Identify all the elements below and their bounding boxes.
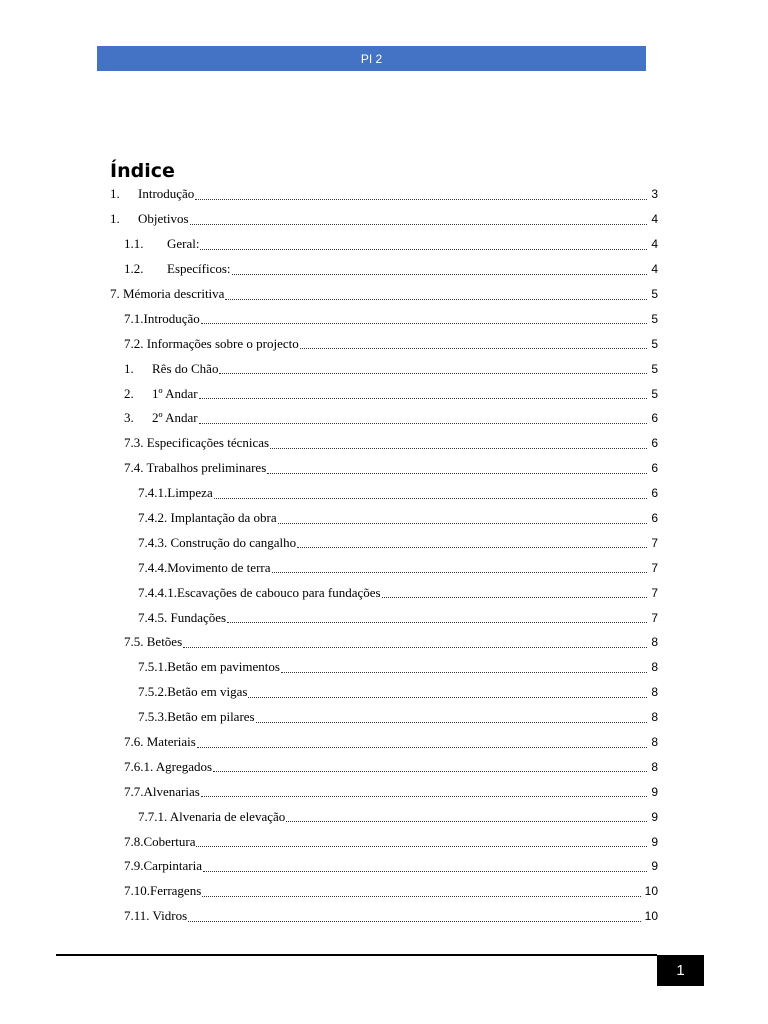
- dot-leader: [188, 921, 641, 922]
- toc-entry-introducao[interactable]: [110, 182, 658, 207]
- toc-entry-objetivos[interactable]: [110, 207, 658, 232]
- toc-entry-label: 7.6.1. Agregados: [124, 758, 213, 774]
- toc-entry-page: 7: [651, 560, 658, 575]
- toc-entry-res-do-chao[interactable]: [110, 356, 658, 381]
- toc-entry-7-4-4-1[interactable]: [110, 580, 658, 605]
- footer-divider: [56, 954, 657, 956]
- toc-entry-7-5-2[interactable]: [110, 680, 658, 705]
- toc-entry-7-4-2[interactable]: [110, 506, 658, 531]
- toc-entry-label: 7.4.1.Limpeza: [138, 485, 213, 501]
- toc-entry-label: 7.1.Introdução: [124, 310, 200, 326]
- dot-leader: [200, 249, 647, 250]
- toc-entry-page: 9: [651, 784, 658, 799]
- toc-entry-page: 8: [651, 759, 658, 774]
- toc-entry-label: 7.11. Vidros: [124, 908, 188, 924]
- header-title: PI 2: [360, 51, 383, 66]
- toc-entry-label: 7.9.Carpintaria: [124, 858, 202, 874]
- toc-entry-geral[interactable]: [110, 232, 658, 257]
- toc-entry-label: 7.7.Alvenarias: [124, 783, 200, 799]
- toc-entry-label: 7.8.Cobertura: [124, 833, 196, 849]
- toc-entry-label: 2º Andar: [152, 410, 198, 426]
- toc-entry-number: 1.: [124, 360, 134, 376]
- dot-leader: [203, 871, 647, 872]
- toc-entry-page: 8: [651, 685, 658, 700]
- toc-entry-page: 5: [651, 386, 658, 401]
- toc-entry-page: 4: [651, 237, 658, 252]
- toc-entry-page: 7: [651, 610, 658, 625]
- dot-leader: [300, 348, 647, 349]
- toc-entry-label: 7.5. Betões: [124, 634, 183, 650]
- toc-entry-page: 8: [651, 635, 658, 650]
- toc-entry-7-2[interactable]: [110, 331, 658, 356]
- dot-leader: [199, 398, 647, 399]
- toc-entry-7-4-3[interactable]: [110, 530, 658, 555]
- toc-entry-page: 4: [651, 212, 658, 227]
- toc-entry-page: 10: [644, 909, 658, 924]
- toc-entry-7-11[interactable]: [110, 904, 658, 929]
- toc-entry-page: 6: [651, 461, 658, 476]
- toc-entry-especificos[interactable]: [110, 257, 658, 282]
- toc-entry-label: 7.4.2. Implantação da obra: [138, 510, 277, 526]
- toc-entry-7-5-3[interactable]: [110, 705, 658, 730]
- toc-entry-1-andar[interactable]: [110, 381, 658, 406]
- toc-entry-number: 2.: [124, 385, 134, 401]
- toc-entry-label: 7.4.4.Movimento de terra: [138, 559, 271, 575]
- toc-entry-7-7[interactable]: [110, 779, 658, 804]
- dot-leader: [201, 796, 647, 797]
- toc-entry-page: 7: [651, 535, 658, 550]
- toc-entry-page: 9: [651, 809, 658, 824]
- dot-leader: [227, 622, 647, 623]
- toc-entry-7-6-1[interactable]: [110, 754, 658, 779]
- dot-leader: [197, 747, 647, 748]
- toc-entry-7-4-5[interactable]: [110, 605, 658, 630]
- toc-entry-page: 7: [651, 585, 658, 600]
- toc-entry-page: 10: [644, 884, 658, 899]
- toc-entry-label: Objetivos: [138, 211, 189, 227]
- dot-leader: [202, 896, 641, 897]
- toc-entry-label: 7.2. Informações sobre o projecto: [124, 335, 299, 351]
- toc-entry-label: 7.6. Materiais: [124, 734, 196, 750]
- dot-leader: [219, 373, 647, 374]
- toc-entry-label: 7.5.2.Betão em vigas: [138, 684, 248, 700]
- page-number: 1: [676, 962, 685, 979]
- dot-leader: [213, 771, 647, 772]
- toc-entry-label: 7. Mémoria descritiva: [110, 286, 225, 301]
- toc-entry-page: 5: [651, 287, 658, 301]
- dot-leader: [278, 523, 647, 524]
- toc-entry-label: 7.4.3. Construção do cangalho: [138, 534, 297, 550]
- toc-entry-label: Específicos:: [167, 261, 231, 277]
- dot-leader: [201, 323, 647, 324]
- dot-leader: [382, 597, 647, 598]
- toc-entry-7-10[interactable]: [110, 879, 658, 904]
- toc-entry-7-5[interactable]: [110, 630, 658, 655]
- dot-leader: [270, 448, 647, 449]
- toc-entry-label: Introdução: [138, 186, 195, 202]
- toc-entry-label: 7.4.4.1.Escavações de cabouco para fundações: [138, 584, 381, 600]
- dot-leader: [196, 846, 647, 847]
- toc-entry-page: 6: [651, 486, 658, 501]
- toc-entry-7-5-1[interactable]: [110, 655, 658, 680]
- dot-leader: [286, 821, 647, 822]
- toc-entry-page: 6: [651, 411, 658, 426]
- toc-entry-number: 1.2.: [124, 261, 144, 277]
- toc-entry-number: 3.: [124, 410, 134, 426]
- toc-entry-label: 7.5.1.Betão em pavimentos: [138, 659, 280, 675]
- toc-entry-7-9[interactable]: [110, 854, 658, 879]
- dot-leader: [272, 572, 648, 573]
- toc-entry-page: 5: [651, 361, 658, 376]
- toc-entry-2-andar[interactable]: [110, 406, 658, 431]
- toc-entry-page: 3: [651, 187, 658, 202]
- toc-entry-page: 9: [651, 834, 658, 849]
- dot-leader: [183, 647, 647, 648]
- dot-leader: [225, 299, 647, 300]
- toc-entry-page: 8: [651, 660, 658, 675]
- toc-entry-7-4-4[interactable]: [110, 555, 658, 580]
- toc-entry-label: 1º Andar: [152, 385, 198, 401]
- dot-leader: [248, 697, 647, 698]
- toc-entry-label: Geral:: [167, 236, 200, 252]
- toc-entry-number: 1.: [110, 186, 120, 202]
- dot-leader: [256, 722, 647, 723]
- toc-entry-7-8[interactable]: [110, 829, 658, 854]
- toc-entry-page: 8: [651, 710, 658, 725]
- toc-entry-page: 5: [651, 311, 658, 326]
- toc-entry-page: 6: [651, 511, 658, 526]
- toc-entry-label: Rês do Chão: [152, 360, 219, 376]
- toc-entry-number: 1.: [110, 211, 120, 227]
- toc-entry-7-7-1[interactable]: [110, 804, 658, 829]
- dot-leader: [232, 274, 647, 275]
- toc-entry-page: 4: [651, 262, 658, 277]
- toc-entry-page: 8: [651, 735, 658, 750]
- dot-leader: [195, 199, 647, 200]
- dot-leader: [214, 498, 647, 499]
- table-of-contents: [110, 182, 658, 929]
- toc-entry-number: 1.1.: [124, 236, 144, 252]
- dot-leader: [190, 224, 647, 225]
- dot-leader: [297, 547, 647, 548]
- toc-title: Índice: [110, 160, 175, 182]
- toc-entry-label: 7.4. Trabalhos preliminares: [124, 460, 267, 476]
- toc-entry-page: 6: [651, 436, 658, 451]
- page-number-box: [657, 955, 704, 986]
- toc-entry-page: 5: [651, 336, 658, 351]
- toc-entry-7-4-1[interactable]: [110, 481, 658, 506]
- dot-leader: [281, 672, 647, 673]
- toc-entry-7-4[interactable]: [110, 456, 658, 481]
- toc-entry-7-3[interactable]: [110, 431, 658, 456]
- toc-entry-label: 7.4.5. Fundações: [138, 609, 227, 625]
- toc-entry-memoria-descritiva[interactable]: [110, 282, 658, 307]
- toc-entry-7-6[interactable]: [110, 730, 658, 755]
- toc-entry-page: 9: [651, 859, 658, 874]
- page-header: [97, 46, 646, 71]
- toc-entry-label: 7.3. Especificações técnicas: [124, 435, 270, 451]
- toc-entry-label: 7.10.Ferragens: [124, 883, 202, 899]
- toc-entry-7-1[interactable]: [110, 306, 658, 331]
- toc-entry-label: 7.7.1. Alvenaria de elevação: [138, 808, 286, 824]
- dot-leader: [267, 473, 647, 474]
- toc-entry-label: 7.5.3.Betão em pilares: [138, 709, 255, 725]
- dot-leader: [199, 423, 647, 424]
